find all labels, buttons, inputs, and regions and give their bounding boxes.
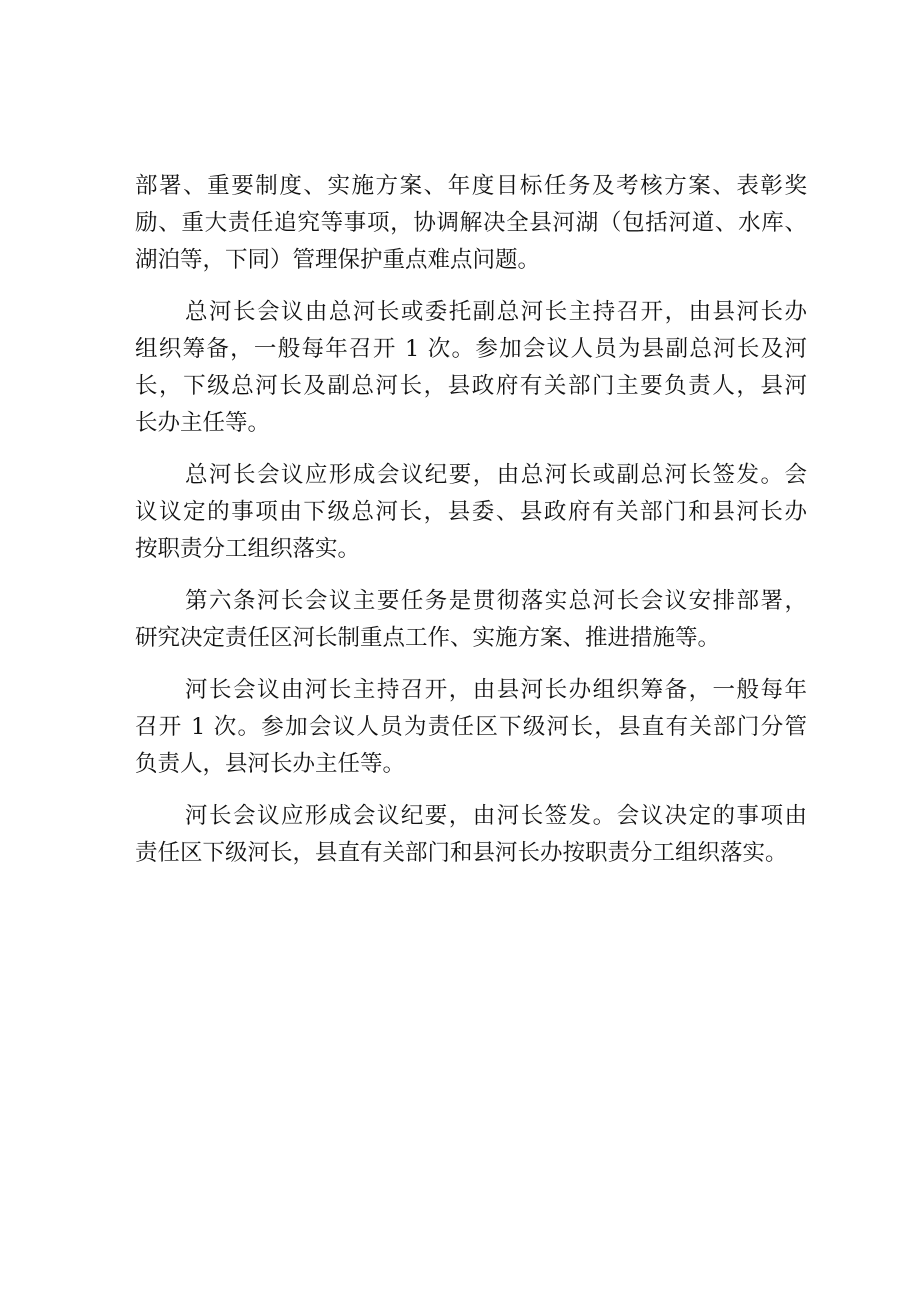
text-line: 按职责分工组织落实。 (135, 536, 361, 562)
text-line: 长，下级总河长及副总河长，县政府有关部门主要负责人，县河 (135, 373, 807, 399)
paragraph-3 (135, 457, 807, 568)
text-line: 部署、重要制度、实施方案、年度目标任务及考核方案、表彰奖 (135, 173, 807, 199)
text-line: 河长会议应形成会议纪要，由河长签发。会议决定的事项由 (185, 803, 807, 829)
text-line: 研究决定责任区河长制重点工作、实施方案、推进措施等。 (135, 625, 721, 651)
text-line: 第六条河长会议主要任务是贯彻落实总河长会议安排部署， (185, 588, 807, 614)
paragraph-6 (135, 798, 807, 872)
text-line: 负责人，县河长办主任等。 (135, 751, 406, 777)
paragraph-gap (135, 442, 807, 457)
text-line: 湖泊等，下同）管理保护重点难点问题。 (135, 247, 541, 273)
paragraph-4 (135, 583, 807, 657)
paragraph-5 (135, 672, 807, 783)
text-line: 励、重大责任追究等事项，协调解决全县河湖（包括河道、水库、 (135, 210, 807, 236)
paragraph-gap (135, 568, 807, 583)
paragraph-gap (135, 783, 807, 798)
text-line: 总河长会议应形成会议纪要，由总河长或副总河长签发。会 (185, 462, 807, 488)
paragraph-2 (135, 294, 807, 442)
text-line: 召开 1 次。参加会议人员为责任区下级河长，县直有关部门分管 (135, 714, 807, 740)
text-line: 长办主任等。 (135, 410, 271, 436)
document-body (135, 168, 807, 872)
text-line: 组织筹备，一般每年召开 1 次。参加会议人员为县副总河长及河 (135, 336, 807, 362)
paragraph-gap (135, 657, 807, 672)
paragraph-1 (135, 168, 807, 279)
text-line: 议议定的事项由下级总河长，县委、县政府有关部门和县河长办 (135, 499, 807, 525)
paragraph-gap (135, 279, 807, 294)
text-line: 河长会议由河长主持召开，由县河长办组织筹备，一般每年 (185, 677, 807, 703)
text-line: 责任区下级河长，县直有关部门和县河长办按职责分工组织落实。 (135, 840, 788, 866)
text-line: 总河长会议由总河长或委托副总河长主持召开，由县河长办 (185, 299, 807, 325)
